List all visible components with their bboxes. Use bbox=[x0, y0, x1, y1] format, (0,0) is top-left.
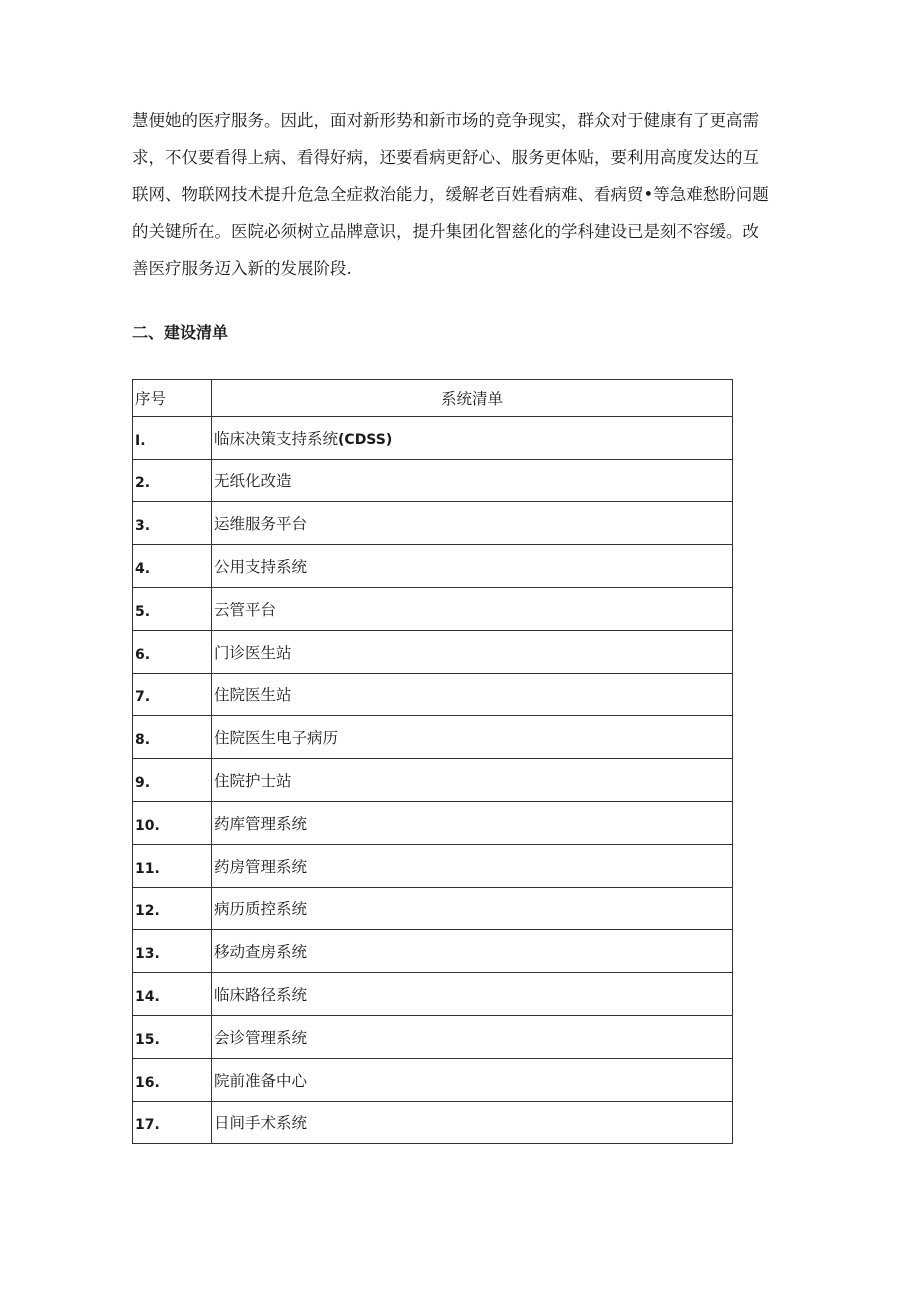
table-row bbox=[133, 973, 733, 1016]
paragraph-line: 善医疗服务迈入新的发展阶段. bbox=[132, 259, 352, 278]
row-system-name bbox=[212, 1058, 733, 1101]
document-page bbox=[132, 102, 792, 1134]
system-name-text: 移动查房系统 bbox=[214, 943, 308, 962]
table-header-row bbox=[133, 380, 733, 417]
row-system-name bbox=[212, 587, 733, 630]
row-number: 4. bbox=[133, 545, 212, 588]
system-name-text: 公用支持系统 bbox=[214, 558, 308, 577]
table-row bbox=[133, 1015, 733, 1058]
header-name: 系统清单 bbox=[212, 380, 733, 417]
system-name-text: 会诊管理系统 bbox=[214, 1028, 308, 1047]
row-system-name bbox=[212, 759, 733, 802]
system-name-text: 院前准备中心 bbox=[214, 1071, 308, 1090]
paragraph-line: 的关键所在。医院必须树立品牌意识，提升集团化智慈化的学科建设已是刻不容缓。改 bbox=[132, 222, 759, 241]
row-system-name bbox=[212, 416, 733, 459]
system-name-text: 门诊医生站 bbox=[214, 643, 292, 662]
table-row bbox=[133, 887, 733, 930]
header-num: 序号 bbox=[133, 380, 212, 417]
table-row bbox=[133, 630, 733, 673]
system-list-table bbox=[132, 379, 733, 1144]
intro-paragraph bbox=[132, 102, 792, 287]
row-number: 16. bbox=[133, 1058, 212, 1101]
table-row bbox=[133, 801, 733, 844]
system-name-text: 住院医生电子病历 bbox=[214, 729, 339, 748]
table-row bbox=[133, 716, 733, 759]
table-row bbox=[133, 459, 733, 502]
table-row bbox=[133, 759, 733, 802]
system-name-suffix: (CDSS) bbox=[338, 431, 393, 448]
row-number: 5. bbox=[133, 587, 212, 630]
paragraph-line: 慧便她的医疗服务。因此，面对新形势和新市场的竞争现实，群众对于健康有了更高需 bbox=[132, 111, 759, 130]
row-system-name bbox=[212, 716, 733, 759]
paragraph-line: 求，不仅要看得上病、看得好病，还要看病更舒心、服务更体贴，要利用高度发达的互 bbox=[132, 148, 759, 167]
row-system-name bbox=[212, 1101, 733, 1144]
row-system-name bbox=[212, 844, 733, 887]
system-name-text: 云管平台 bbox=[214, 600, 277, 619]
row-number: 12. bbox=[133, 887, 212, 930]
table-row bbox=[133, 930, 733, 973]
row-number: 15. bbox=[133, 1015, 212, 1058]
row-number: 13. bbox=[133, 930, 212, 973]
table-row bbox=[133, 673, 733, 716]
row-number: I. bbox=[133, 416, 212, 459]
table-row bbox=[133, 1101, 733, 1144]
row-number: 11. bbox=[133, 844, 212, 887]
row-system-name bbox=[212, 502, 733, 545]
table-row bbox=[133, 545, 733, 588]
row-system-name bbox=[212, 545, 733, 588]
row-number: 3. bbox=[133, 502, 212, 545]
system-name-text: 住院医生站 bbox=[214, 686, 292, 705]
table-row bbox=[133, 587, 733, 630]
system-name-text: 药库管理系统 bbox=[214, 814, 308, 833]
system-name-text: 日间手术系统 bbox=[214, 1114, 308, 1133]
row-number: 9. bbox=[133, 759, 212, 802]
system-name-text: 运维服务平台 bbox=[214, 515, 308, 534]
row-system-name bbox=[212, 801, 733, 844]
row-system-name bbox=[212, 459, 733, 502]
system-name-text: 药房管理系统 bbox=[214, 857, 308, 876]
row-system-name bbox=[212, 673, 733, 716]
row-system-name bbox=[212, 1015, 733, 1058]
system-name-text: 住院护士站 bbox=[214, 772, 292, 791]
row-system-name bbox=[212, 973, 733, 1016]
table-row bbox=[133, 844, 733, 887]
paragraph-line: 联网、物联网技术提升危急全症救治能力，缓解老百姓看病难、看病贸•等急难愁盼问题 bbox=[132, 185, 769, 204]
row-number: 14. bbox=[133, 973, 212, 1016]
row-number: 10. bbox=[133, 801, 212, 844]
row-system-name bbox=[212, 930, 733, 973]
system-name-text: 病历质控系统 bbox=[214, 900, 308, 919]
row-number: 6. bbox=[133, 630, 212, 673]
row-number: 8. bbox=[133, 716, 212, 759]
row-number: 2. bbox=[133, 459, 212, 502]
row-system-name bbox=[212, 630, 733, 673]
section-title: 二、建设清单 bbox=[132, 323, 229, 342]
table-row bbox=[133, 502, 733, 545]
row-system-name bbox=[212, 887, 733, 930]
table-row bbox=[133, 416, 733, 459]
system-name-text: 无纸化改造 bbox=[214, 472, 292, 491]
table-row bbox=[133, 1058, 733, 1101]
row-number: 7. bbox=[133, 673, 212, 716]
system-name-text: 临床决策支持系统 bbox=[214, 429, 339, 448]
row-number: 17. bbox=[133, 1101, 212, 1144]
system-name-text: 临床路径系统 bbox=[214, 986, 308, 1005]
